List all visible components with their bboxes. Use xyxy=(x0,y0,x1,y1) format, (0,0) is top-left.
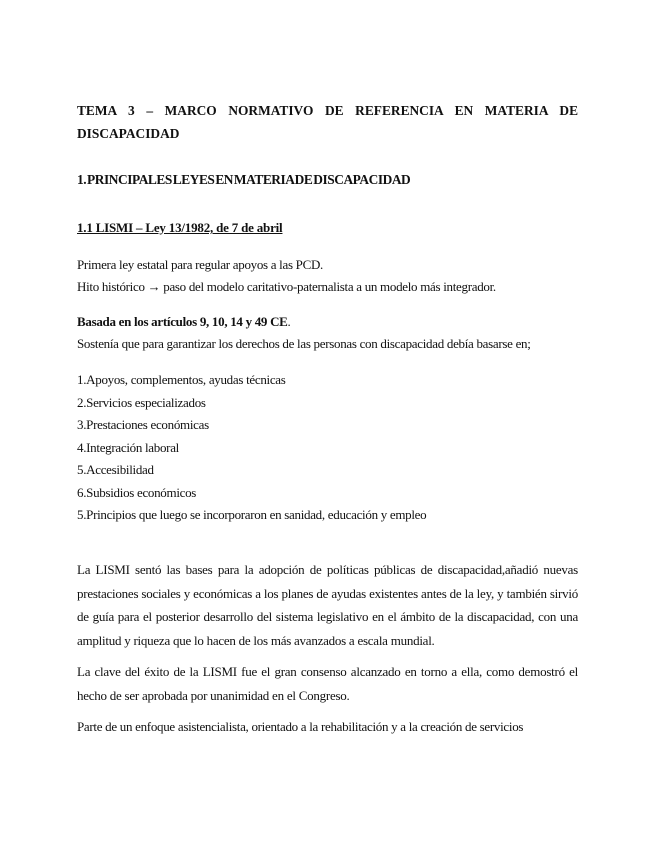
document-title xyxy=(77,99,578,145)
basis-text: Sostenía que para garantizar los derechos de las personas con discapacidad debía basarse en; xyxy=(77,336,531,351)
document-title-line-2: DISCAPACIDAD xyxy=(77,126,180,141)
list-item: 5.Principios que luego se incorporaron en sanidad, educación y empleo xyxy=(77,507,427,522)
list-item: 3.Prestaciones económicas xyxy=(77,417,209,432)
paragraph-lismi-bases: La LISMI sentó las bases para la adopción de políticas públicas de discapacidad,añadió nuevas prestaciones sociales y económicas a los planes de ayudas existentes antes de la ley, y también sirvió de guía para el posterior desarrollo del sistema legislativo en el ámbito de la discapacidad, con una amplitud y riqueza que lo hacen de los más avanzados a escala mundial. xyxy=(77,562,578,648)
paragraph-lismi-approach xyxy=(77,716,578,738)
basis-list xyxy=(77,369,426,527)
intro-block xyxy=(77,254,578,298)
list-item: 2.Servicios especializados xyxy=(77,394,206,410)
basis-bold-text: Basada en los artículos 9, 10, 14 y 49 CE xyxy=(77,314,288,329)
section-heading: 1. PRINCIPALES LEYES EN MATERIA DE DISCAPACIDAD xyxy=(77,172,411,187)
list-item: 6.Subsidios económicos xyxy=(77,484,197,500)
document-title-line-1: TEMA 3 – MARCO NORMATIVO DE REFERENCIA EN MATERIA DE xyxy=(77,103,578,118)
intro-line-1: Primera ley estatal para regular apoyos a las PCD. xyxy=(77,257,323,272)
paragraph-lismi-consensus: La clave del éxito de la LISMI fue el gran consenso alcanzado en torno a ella, como demostró el hecho de ser aprobada por unanimidad en el Congreso. xyxy=(77,664,578,703)
list-item: 1.Apoyos, complementos, ayudas técnicas xyxy=(77,372,286,387)
basis-line xyxy=(77,311,578,333)
list-item: 5.Accesibilidad xyxy=(77,462,154,477)
list-item: 4.Integración laboral xyxy=(77,439,179,455)
intro-line-2: Hito histórico → paso del modelo caritativo-paternalista a un modelo más integrador. xyxy=(77,279,496,294)
paragraph-lismi-approach-text: Parte de un enfoque asistencialista, orientado a la rehabilitación y a la creación de servicios xyxy=(77,719,524,734)
basis-period: . xyxy=(287,314,291,329)
subheading-lismi: 1.1 LISMI – Ley 13/1982, de 7 de abril xyxy=(77,220,283,235)
basis-block xyxy=(77,311,578,355)
